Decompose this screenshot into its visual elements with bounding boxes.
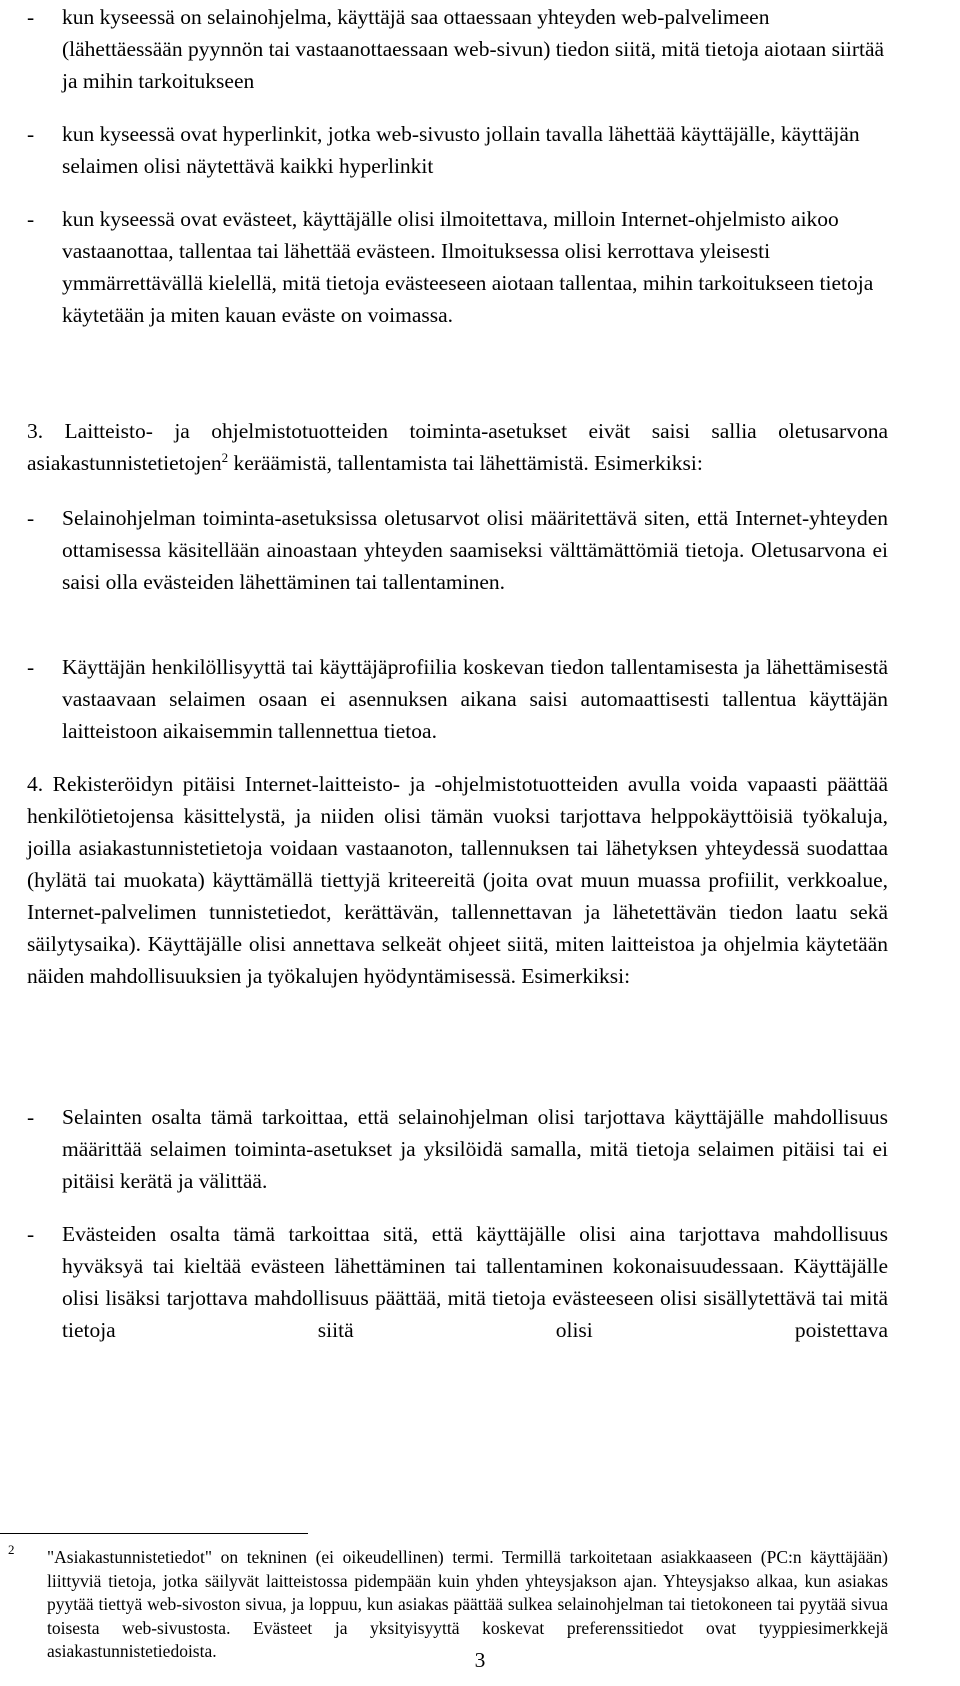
section-4 bbox=[0, 768, 960, 992]
section-3-paragraph bbox=[27, 415, 888, 479]
section-3-text-a: Laitteisto- ja ohjelmistotuotteiden toiminta-asetukset eivät saisi sallia oletusarvona asiakastunnistetietojen bbox=[27, 419, 888, 475]
footnote-text: "Asiakastunnistetiedot" on tekninen (ei oikeudellinen) termi. Termillä tarkoitetaan asiakkaaseen (PC:n käyttäjään) liittyviä tietoja, jotka säilyvät laitteistossa pidempään kuin yhden yhteysjakson ajan. Yhteysjakso alkaa, kun asiakas pyytää tiettyä web-sivoston sivua, ja loppuu, kun asiakas päättää sulkea selainohjelman tai tietokoneen tai pyytää sivua toisesta web-sivustosta. Evästeet ja yksityisyyttä koskevat preferenssitiedot ovat tyyppiesimerkkejä asiakastunnistetiedoista. bbox=[47, 1547, 888, 1661]
list-dash: - bbox=[27, 506, 35, 530]
list-item-text: kun kyseessä on selainohjelma, käyttäjä saa ottaessaan yhteyden web-palvelimeen (lähettäessään pyynnön tai vastaanottaessaan web-sivun) tiedon siitä, mitä tietoja aiotaan siirtää ja mihin tarkoitukseen bbox=[62, 5, 885, 93]
section-4-item-1 bbox=[0, 1101, 960, 1197]
section-number: 3. bbox=[27, 419, 44, 443]
section-4-paragraph bbox=[27, 768, 888, 992]
list-dash: - bbox=[27, 5, 35, 29]
section-4-item-2 bbox=[0, 1218, 960, 1346]
section-4-text: Rekisteröidyn pitäisi Internet-laitteisto- ja -ohjelmistotuotteiden avulla voida vapaasti päättää henkilötietojensa käsittelystä, ja niiden olisi tämän vuoksi tarjottava helppokäyttöisiä työkaluja, joilla asiakastunnistetietoja voidaan vastaanoton, tallennuksen tai lähetyksen yhteydessä suodattaa (hylätä tai muokata) käyttämällä tiettyjä kriteereitä (joita ovat muun muassa profiilit, verkkoalue, Internet-palvelimen tunnistetiedot, kerättävän, tallennettavan ja lähetettävän tiedon laatu sekä säilytysaika). Käyttäjälle olisi annettava selkeät ohjeet siitä, miten laitteistoa ja ohjelmia käytetään näiden mahdollisuuksien ja työkalujen hyödyntämisessä. Esimerkiksi: bbox=[27, 772, 888, 988]
footnote-mark: 2 bbox=[8, 1542, 15, 1557]
list-item-text: kun kyseessä ovat hyperlinkit, jotka web-sivusto jollain tavalla lähettää käyttäjälle, käyttäjän selaimen olisi näytettävä kaikki hyperlinkit bbox=[62, 122, 860, 178]
list-dash: - bbox=[27, 1105, 35, 1129]
list-item bbox=[0, 1101, 960, 1197]
section-3-item-1 bbox=[0, 502, 960, 598]
page-number: 3 bbox=[474, 1648, 486, 1672]
list-item-text: Selainohjelman toiminta-asetuksissa oletusarvot olisi määritettävä siten, että Internet-yhteyden ottamisessa käsitellään ainoastaan yhteyden saamiseksi välttämättömiä tietoja. Oletusarvona ei saisi olla evästeiden lähettäminen tai tallentaminen. bbox=[62, 506, 888, 594]
section-3-text-b: keräämistä, tallentamista tai lähettämistä. Esimerkiksi: bbox=[233, 451, 703, 475]
section-3-item-2 bbox=[0, 651, 960, 747]
bullet-list-top-2 bbox=[0, 118, 960, 182]
list-item-text: Evästeiden osalta tämä tarkoittaa sitä, että käyttäjälle olisi aina tarjottava mahdollisuus hyväksyä tai kieltää evästeen lähettäminen tai tallentaminen kokonaisuudessaan. Käyttäjälle olisi lisäksi tarjottava mahdollisuus päättää, mitä tietoja evästeeseen olisi sisällytettävä tai mitä tietoja siitä olisi poistettava bbox=[62, 1222, 888, 1342]
footnote-reference: 2 bbox=[221, 449, 229, 465]
section-number: 4. bbox=[27, 772, 44, 796]
list-dash: - bbox=[27, 1222, 35, 1246]
section-3 bbox=[0, 415, 960, 479]
footnote-separator bbox=[0, 1533, 308, 1534]
list-item-text: kun kyseessä ovat evästeet, käyttäjälle olisi ilmoitettava, milloin Internet-ohjelmisto aikoo vastaanottaa, tallentaa tai lähettää evästeen. Ilmoituksessa olisi kerrottava yleisesti ymmärrettävällä kielellä, mitä tietoja evästeeseen aiotaan tallentaa, mihin tarkoitukseen tietoja käytetään ja miten kauan eväste on voimassa. bbox=[62, 207, 874, 327]
list-dash: - bbox=[27, 655, 35, 679]
list-item bbox=[0, 502, 960, 598]
list-dash: - bbox=[27, 122, 35, 146]
list-item bbox=[0, 1218, 960, 1346]
list-item bbox=[0, 651, 960, 747]
list-item bbox=[0, 118, 960, 182]
list-item-text: Käyttäjän henkilöllisyyttä tai käyttäjäprofiilia koskevan tiedon tallentamisesta ja lähettämisestä vastaavaan selaimen osaan ei asennuksen aikana saisi automaattisesti tallentua käyttäjän laitteistoon aikaisemmin tallennettua tietoa. bbox=[62, 655, 888, 743]
bullet-list-top bbox=[0, 1, 960, 97]
list-dash: - bbox=[27, 207, 35, 231]
list-item bbox=[0, 1, 960, 97]
bullet-list-top-3 bbox=[0, 203, 960, 331]
list-item-text: Selainten osalta tämä tarkoittaa, että selainohjelman olisi tarjottava käyttäjälle mahdollisuus määrittää selaimen toiminta-asetukset ja yksilöidä samalla, mitä tietoja selaimen pitäisi tai ei pitäisi kerätä ja välittää. bbox=[62, 1105, 888, 1193]
list-item bbox=[0, 203, 960, 331]
